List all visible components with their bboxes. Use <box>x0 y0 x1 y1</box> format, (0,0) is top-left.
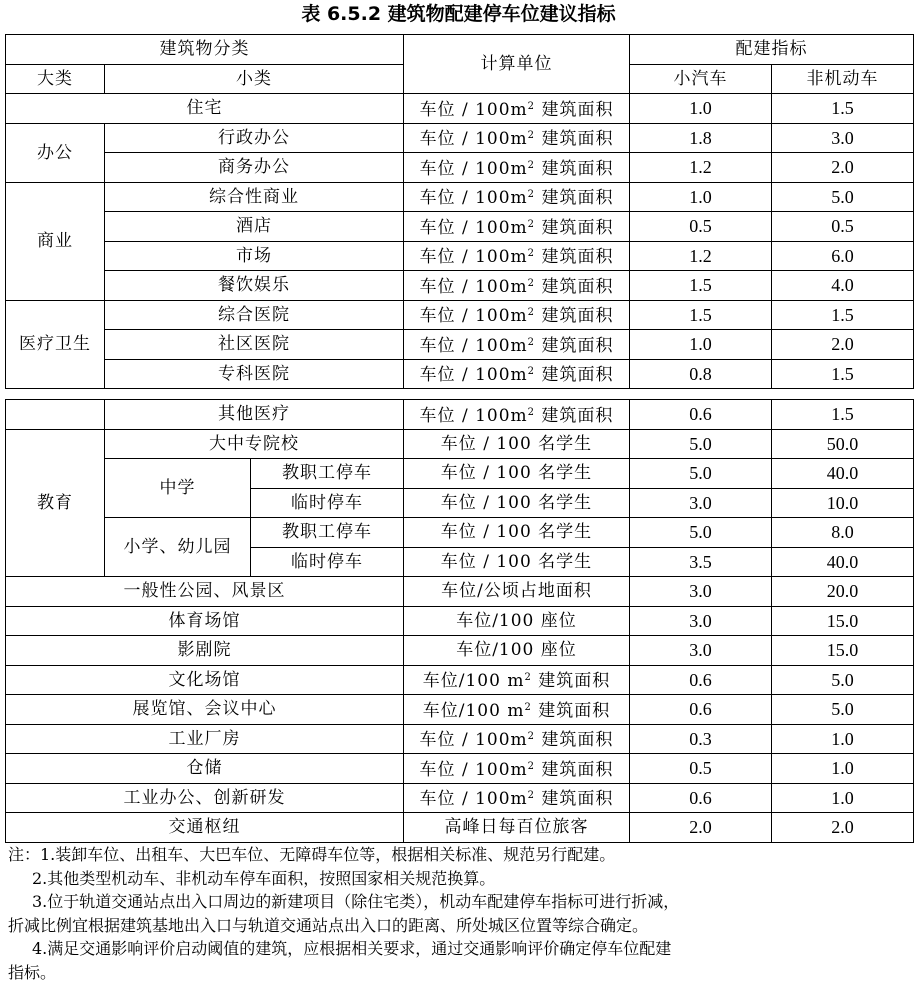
row-unit: 车位 / $100m^2$ 建筑面积 <box>404 330 630 360</box>
row-car: 1.0 <box>630 330 772 360</box>
row-nonmotor: 20.0 <box>772 577 914 607</box>
table-row <box>6 754 914 784</box>
table-row <box>6 606 914 636</box>
row-name: 专科医院 <box>105 359 404 389</box>
row-car: 0.3 <box>630 724 772 754</box>
row-car: 1.0 <box>630 182 772 212</box>
row-nonmotor: 1.5 <box>772 300 914 330</box>
row-name: 影剧院 <box>6 636 404 666</box>
table-row <box>6 212 914 242</box>
row-unit: 车位 / $100m^2$ 建筑面积 <box>404 182 630 212</box>
row-car: 0.6 <box>630 783 772 813</box>
header-unit: 计算单位 <box>404 35 630 94</box>
table-row <box>6 724 914 754</box>
row-name: 社区医院 <box>105 330 404 360</box>
table-row <box>6 665 914 695</box>
row-name: 一般性公园、风景区 <box>6 577 404 607</box>
row-unit: 车位 / 100 名学生 <box>404 459 630 489</box>
row-nonmotor: 40.0 <box>772 547 914 577</box>
table-row <box>6 300 914 330</box>
row-nonmotor: 1.5 <box>772 359 914 389</box>
row-unit: 车位 / $100m^2$ 建筑面积 <box>404 212 630 242</box>
row-unit: 车位 / $100m^2$ 建筑面积 <box>404 400 630 430</box>
row-name: 工业办公、创新研发 <box>6 783 404 813</box>
table-row <box>6 241 914 271</box>
row-nonmotor: 1.0 <box>772 754 914 784</box>
row-nonmotor: 15.0 <box>772 606 914 636</box>
row-nonmotor: 1.0 <box>772 783 914 813</box>
row-car: 1.2 <box>630 153 772 183</box>
row-nonmotor: 2.0 <box>772 330 914 360</box>
row-unit: 车位 / 100 名学生 <box>404 429 630 459</box>
row-nonmotor: 1.0 <box>772 724 914 754</box>
note-1: 注：1.装卸车位、出租车、大巴车位、无障碍车位等，根据相关标准、规范另行配建。 <box>8 845 616 864</box>
table-row <box>6 330 914 360</box>
row-name: 展览馆、会议中心 <box>6 695 404 725</box>
row-car: 3.5 <box>630 547 772 577</box>
header-major: 大类 <box>6 64 105 94</box>
row-name: 教职工停车 <box>251 459 404 489</box>
row-name: 大中专院校 <box>105 429 404 459</box>
row-name: 教职工停车 <box>251 518 404 548</box>
row-name: 仓储 <box>6 754 404 784</box>
row-unit: 车位 / $100m^2$ 建筑面积 <box>404 724 630 754</box>
row-unit: 车位 / $100m^2$ 建筑面积 <box>404 754 630 784</box>
row-unit: 高峰日每百位旅客 <box>404 813 630 843</box>
row-name: 商务办公 <box>105 153 404 183</box>
note-2: 2.其他类型机动车、非机动车停车面积，按照国家相关规范换算。 <box>32 868 496 888</box>
row-car: 1.8 <box>630 123 772 153</box>
row-nonmotor: 5.0 <box>772 182 914 212</box>
note-3a: 3.位于轨道交通站点出入口周边的新建项目（除住宅类），机动车配建停车指标可进行折减， <box>32 892 680 911</box>
row-major-empty <box>6 400 105 430</box>
row-nonmotor: 5.0 <box>772 695 914 725</box>
row-major: 办公 <box>6 123 105 182</box>
row-unit: 车位/100 座位 <box>404 636 630 666</box>
row-name: 住宅 <box>6 94 404 124</box>
table-row <box>6 359 914 389</box>
row-major: 商业 <box>6 182 105 300</box>
row-nonmotor: 3.0 <box>772 123 914 153</box>
row-name: 临时停车 <box>251 547 404 577</box>
parking-table-part-2 <box>5 399 914 843</box>
row-name: 其他医疗 <box>105 400 404 430</box>
row-car: 1.0 <box>630 94 772 124</box>
row-name: 交通枢纽 <box>6 813 404 843</box>
header-category: 建筑物分类 <box>6 35 404 65</box>
row-nonmotor: 5.0 <box>772 665 914 695</box>
row-car: 1.5 <box>630 300 772 330</box>
row-unit: 车位/100 座位 <box>404 606 630 636</box>
row-unit: 车位 / 100 名学生 <box>404 518 630 548</box>
row-name: 临时停车 <box>251 488 404 518</box>
row-unit: 车位 / 100 名学生 <box>404 547 630 577</box>
table-row <box>6 695 914 725</box>
row-unit: 车位 / $100m^2$ 建筑面积 <box>404 153 630 183</box>
row-name: 体育场馆 <box>6 606 404 636</box>
row-car: 0.5 <box>630 212 772 242</box>
row-unit: 车位 / $100m^2$ 建筑面积 <box>404 241 630 271</box>
header-index: 配建指标 <box>630 35 914 65</box>
header-minor: 小类 <box>105 64 404 94</box>
header-row-1 <box>6 35 914 65</box>
table-row <box>6 429 914 459</box>
row-name: 酒店 <box>105 212 404 242</box>
row-unit: 车位 / $100m^2$ 建筑面积 <box>404 271 630 301</box>
row-car: 1.2 <box>630 241 772 271</box>
table-row <box>6 271 914 301</box>
table-row <box>6 518 914 548</box>
row-nonmotor: 8.0 <box>772 518 914 548</box>
row-car: 0.6 <box>630 665 772 695</box>
row-car: 3.0 <box>630 606 772 636</box>
row-nonmotor: 50.0 <box>772 429 914 459</box>
row-nonmotor: 10.0 <box>772 488 914 518</box>
row-unit: 车位/公顷占地面积 <box>404 577 630 607</box>
row-name: 综合性商业 <box>105 182 404 212</box>
row-unit: 车位 / $100m^2$ 建筑面积 <box>404 783 630 813</box>
row-unit: 车位/100 $m^2$ 建筑面积 <box>404 665 630 695</box>
row-car: 3.0 <box>630 577 772 607</box>
row-name: 行政办公 <box>105 123 404 153</box>
table-row <box>6 577 914 607</box>
row-unit: 车位 / $100m^2$ 建筑面积 <box>404 123 630 153</box>
row-unit: 车位 / $100m^2$ 建筑面积 <box>404 300 630 330</box>
row-unit: 车位 / $100m^2$ 建筑面积 <box>404 94 630 124</box>
header-nonmotor: 非机动车 <box>772 64 914 94</box>
table-row <box>6 636 914 666</box>
row-nonmotor: 2.0 <box>772 153 914 183</box>
table-row <box>6 783 914 813</box>
row-car: 5.0 <box>630 518 772 548</box>
table-row <box>6 182 914 212</box>
row-subgroup: 中学 <box>105 459 251 518</box>
row-nonmotor: 1.5 <box>772 400 914 430</box>
row-car: 3.0 <box>630 488 772 518</box>
row-nonmotor: 6.0 <box>772 241 914 271</box>
table-row <box>6 123 914 153</box>
parking-table-part-1 <box>5 34 914 389</box>
note-4a: 4.满足交通影响评价启动阈值的建筑，应根据相关要求，通过交通影响评价确定停车位配建 <box>32 939 672 958</box>
row-car: 5.0 <box>630 459 772 489</box>
table-row <box>6 459 914 489</box>
row-car: 5.0 <box>630 429 772 459</box>
table-row <box>6 813 914 843</box>
table-notes <box>8 843 913 984</box>
table-row <box>6 94 914 124</box>
row-name: 文化场馆 <box>6 665 404 695</box>
row-car: 1.5 <box>630 271 772 301</box>
row-unit: 车位/100 $m^2$ 建筑面积 <box>404 695 630 725</box>
header-car: 小汽车 <box>630 64 772 94</box>
note-4b: 指标。 <box>8 962 57 982</box>
row-nonmotor: 4.0 <box>772 271 914 301</box>
row-unit: 车位 / $100m^2$ 建筑面积 <box>404 359 630 389</box>
row-car: 3.0 <box>630 636 772 666</box>
row-car: 0.8 <box>630 359 772 389</box>
table-row <box>6 400 914 430</box>
row-name: 工业厂房 <box>6 724 404 754</box>
row-nonmotor: 1.5 <box>772 94 914 124</box>
row-nonmotor: 0.5 <box>772 212 914 242</box>
row-subgroup: 小学、幼儿园 <box>105 518 251 577</box>
row-car: 2.0 <box>630 813 772 843</box>
row-nonmotor: 2.0 <box>772 813 914 843</box>
row-nonmotor: 15.0 <box>772 636 914 666</box>
row-nonmotor: 40.0 <box>772 459 914 489</box>
row-car: 0.5 <box>630 754 772 784</box>
row-name: 综合医院 <box>105 300 404 330</box>
row-unit: 车位 / 100 名学生 <box>404 488 630 518</box>
row-major: 教育 <box>6 429 105 577</box>
table-title: 表 6.5.2 建筑物配建停车位建议指标 <box>301 3 616 25</box>
row-name: 市场 <box>105 241 404 271</box>
row-name: 餐饮娱乐 <box>105 271 404 301</box>
row-car: 0.6 <box>630 695 772 725</box>
table-row <box>6 153 914 183</box>
row-car: 0.6 <box>630 400 772 430</box>
note-3b: 折减比例宜根据建筑基地出入口与轨道交通站点出入口的距离、所处城区位置等综合确定。 <box>8 915 649 935</box>
row-major: 医疗卫生 <box>6 300 105 389</box>
